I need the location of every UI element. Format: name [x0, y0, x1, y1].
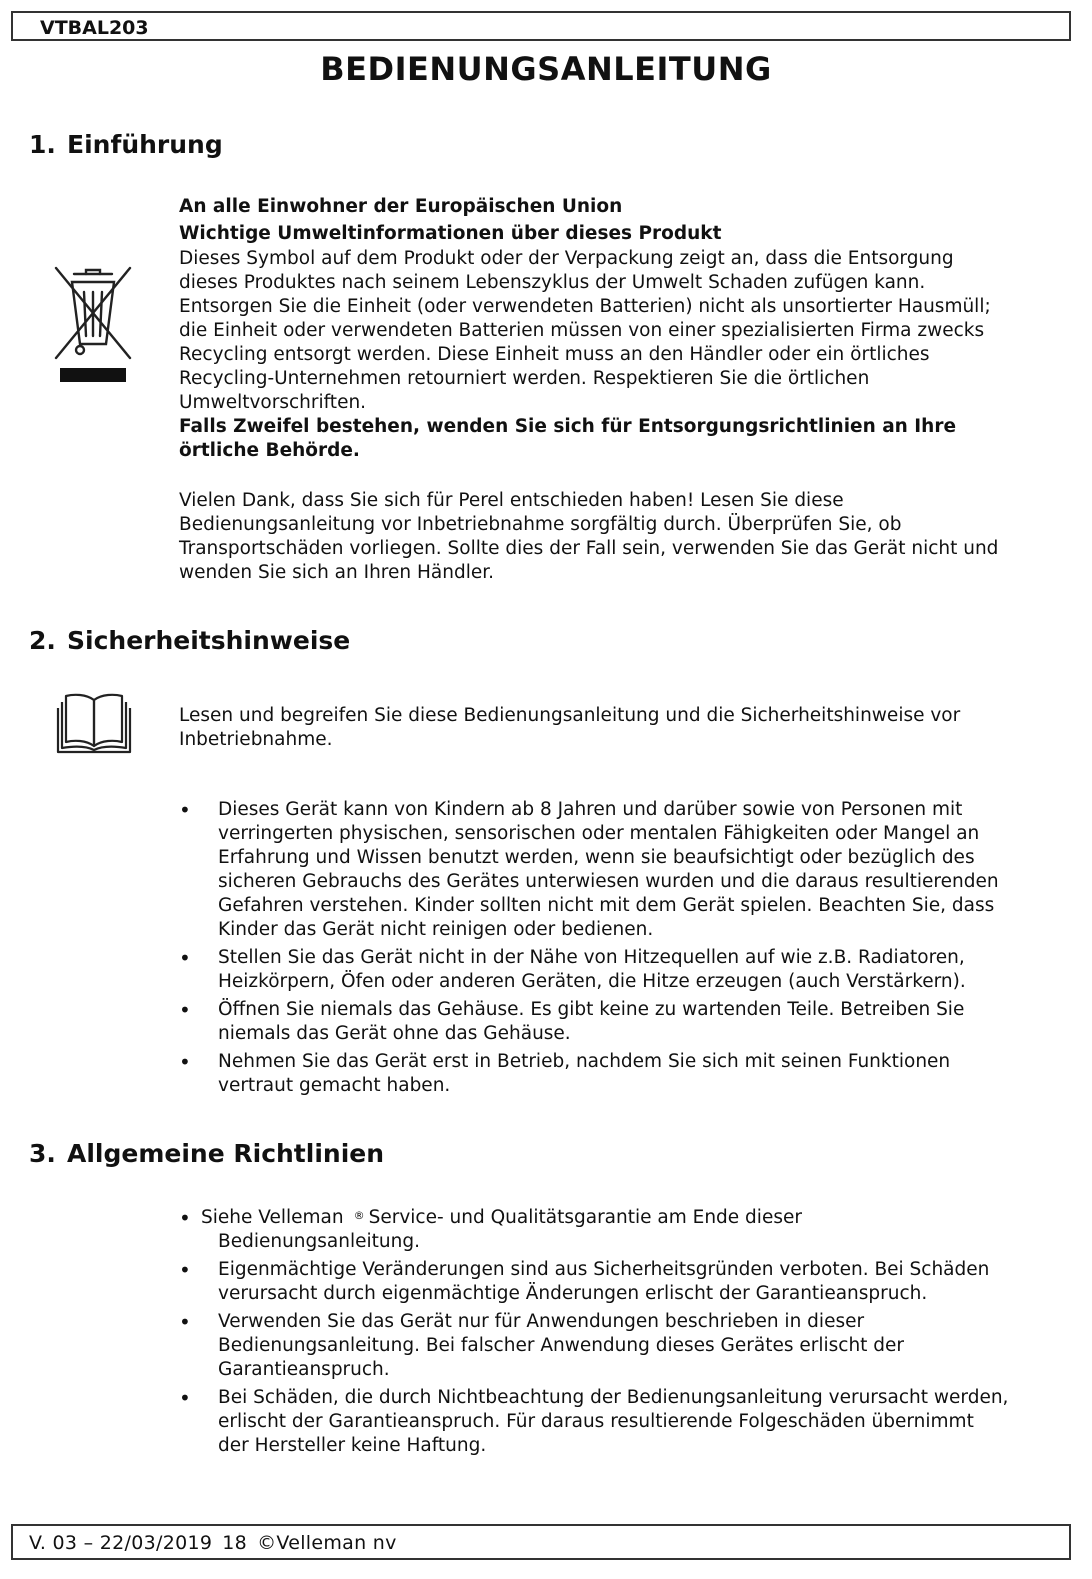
general-bullet-list	[178, 1206, 1053, 1462]
read-manual-book-icon	[56, 690, 132, 758]
section-number: 3.	[29, 1139, 56, 1168]
weee-crossed-bin-icon	[50, 262, 136, 390]
copyright: ©Velleman nv	[257, 1532, 397, 1554]
text-line: Bedienungsanleitung.	[218, 1231, 420, 1252]
text-line: vertraut gemacht haben.	[218, 1075, 451, 1096]
section-heading-general	[29, 1138, 384, 1170]
list-item	[178, 1206, 1053, 1254]
text-line: • Eigenmächtige Veränderungen sind aus Sicherheitsgründen verboten. Bei Schäden	[218, 1259, 990, 1280]
text-line: Gefahren verstehen. Kinder sollten nicht mit dem Gerät spielen. Beachten Sie, dass	[218, 895, 995, 916]
model-code: VTBAL203	[40, 17, 149, 39]
text-line: Transportschäden vorliegen. Sollte dies der Fall sein, verwenden Sie das Gerät nicht und	[179, 538, 999, 559]
text-line: niemals das Gerät ohne das Gehäuse.	[218, 1023, 571, 1044]
text-line: verursacht durch eigenmächtige Änderungen erlischt der Garantieanspruch.	[218, 1283, 928, 1304]
section-title: Sicherheitshinweise	[67, 626, 351, 655]
text-line: dieses Produktes nach seinem Lebenszyklus der Umwelt Schaden zufügen kann.	[179, 272, 926, 293]
text-line: erlischt der Garantieanspruch. Für daraus resultierende Folgeschäden übernimmt	[218, 1411, 974, 1432]
list-item	[178, 798, 1053, 942]
text-line: der Hersteller keine Haftung.	[218, 1435, 487, 1456]
text-line: Heizkörpern, Öfen oder anderen Geräten, die Hitze erzeugen (auch Verstärkern).	[218, 971, 966, 992]
text-line: Kinder das Gerät nicht reinigen oder bedienen.	[218, 919, 654, 940]
text-line: sicheren Gebrauchs des Gerätes unterwiesen wurden und die daraus resultierenden	[218, 871, 999, 892]
velleman-text: Siehe Velleman	[201, 1207, 344, 1228]
text-line: örtliche Behörde.	[179, 440, 360, 461]
list-item	[178, 1050, 1053, 1098]
text-line: • Stellen Sie das Gerät nicht in der Nähe von Hitzequellen auf wie z.B. Radiatoren,	[218, 947, 965, 968]
section-heading-intro	[29, 129, 223, 161]
footer-box	[11, 1524, 1071, 1560]
doubt-notice	[179, 415, 1059, 463]
text-line: wenden Sie sich an Ihren Händler.	[179, 562, 495, 583]
section-title: Allgemeine Richtlinien	[67, 1139, 385, 1168]
registered-mark: ®	[353, 1209, 365, 1222]
header-box	[11, 11, 1071, 41]
section-number: 2.	[29, 626, 56, 655]
text-line: Garantieanspruch.	[218, 1359, 390, 1380]
text-line: • Dieses Gerät kann von Kindern ab 8 Jahren und darüber sowie von Personen mit	[218, 799, 963, 820]
text-line: Lesen und begreifen Sie diese Bedienungsanleitung und die Sicherheitshinweise vor	[179, 705, 961, 726]
text-line: Recycling-Unternehmen retourniert werden. Respektieren Sie die örtlichen	[179, 368, 870, 389]
text-line: Vielen Dank, dass Sie sich für Perel entschieden haben! Lesen Sie diese	[179, 490, 844, 511]
safety-bullet-list	[178, 798, 1053, 1102]
eu-residents-heading: An alle Einwohner der Europäischen Union	[179, 196, 623, 217]
text-line: Entsorgen Sie die Einheit (oder verwendeten Batterien) nicht als unsortierter Hausmüll;	[179, 296, 991, 317]
text-line: die Einheit oder verwendeten Batterien müssen von einer spezialisierten Firma zwecks	[179, 320, 985, 341]
list-item	[178, 946, 1053, 994]
list-item	[178, 1258, 1053, 1306]
guarantee-text: Service- und Qualitätsgarantie am Ende dieser	[368, 1207, 802, 1228]
text-line: • Bei Schäden, die durch Nichtbeachtung der Bedienungsanleitung verursacht werden,	[218, 1387, 1009, 1408]
text-line: • Nehmen Sie das Gerät erst in Betrieb, nachdem Sie sich mit seinen Funktionen	[218, 1051, 951, 1072]
thanks-paragraph	[179, 489, 1059, 585]
document-title: BEDIENUNGSANLEITUNG	[320, 50, 772, 88]
text-line: verringerten physischen, sensorischen oder mentalen Fähigkeiten oder Mangel an	[218, 823, 980, 844]
section-heading-safety	[29, 625, 350, 657]
version-date: V. 03 – 22/03/2019	[29, 1532, 213, 1554]
list-item	[178, 1310, 1053, 1382]
environment-heading: Wichtige Umweltinformationen über dieses Produkt	[179, 223, 722, 244]
text-line: Falls Zweifel bestehen, wenden Sie sich für Entsorgungsrichtlinien an Ihre	[179, 416, 957, 437]
text-line: Umweltvorschriften.	[179, 392, 367, 413]
text-line: Inbetriebnahme.	[179, 729, 333, 750]
section-title: Einführung	[67, 130, 223, 159]
footer-text	[29, 1531, 407, 1555]
list-item	[178, 998, 1053, 1046]
environment-text	[179, 247, 1059, 415]
text-line: Bedienungsanleitung vor Inbetriebnahme sorgfältig durch. Überprüfen Sie, ob	[179, 514, 902, 535]
text-line: Bedienungsanleitung. Bei falscher Anwendung dieses Gerätes erlischt der	[218, 1335, 905, 1356]
text-line: Erfahrung und Wissen benutzt werden, wenn sie beaufsichtigt oder bezüglich des	[218, 847, 975, 868]
section-number: 1.	[29, 130, 56, 159]
text-line: • Verwenden Sie das Gerät nur für Anwendungen beschrieben in dieser	[218, 1311, 865, 1332]
text-line: • Öffnen Sie niemals das Gehäuse. Es gibt keine zu wartenden Teile. Betreiben Sie	[218, 999, 965, 1020]
read-manual-text	[179, 704, 1059, 752]
text-line: Recycling entsorgt werden. Diese Einheit muss an den Händler oder ein örtliches	[179, 344, 930, 365]
list-item	[178, 1386, 1053, 1458]
text-line	[201, 1206, 1053, 1230]
text-line: Dieses Symbol auf dem Produkt oder der Verpackung zeigt an, dass die Entsorgung	[179, 248, 954, 269]
page-number: 18	[222, 1532, 248, 1554]
